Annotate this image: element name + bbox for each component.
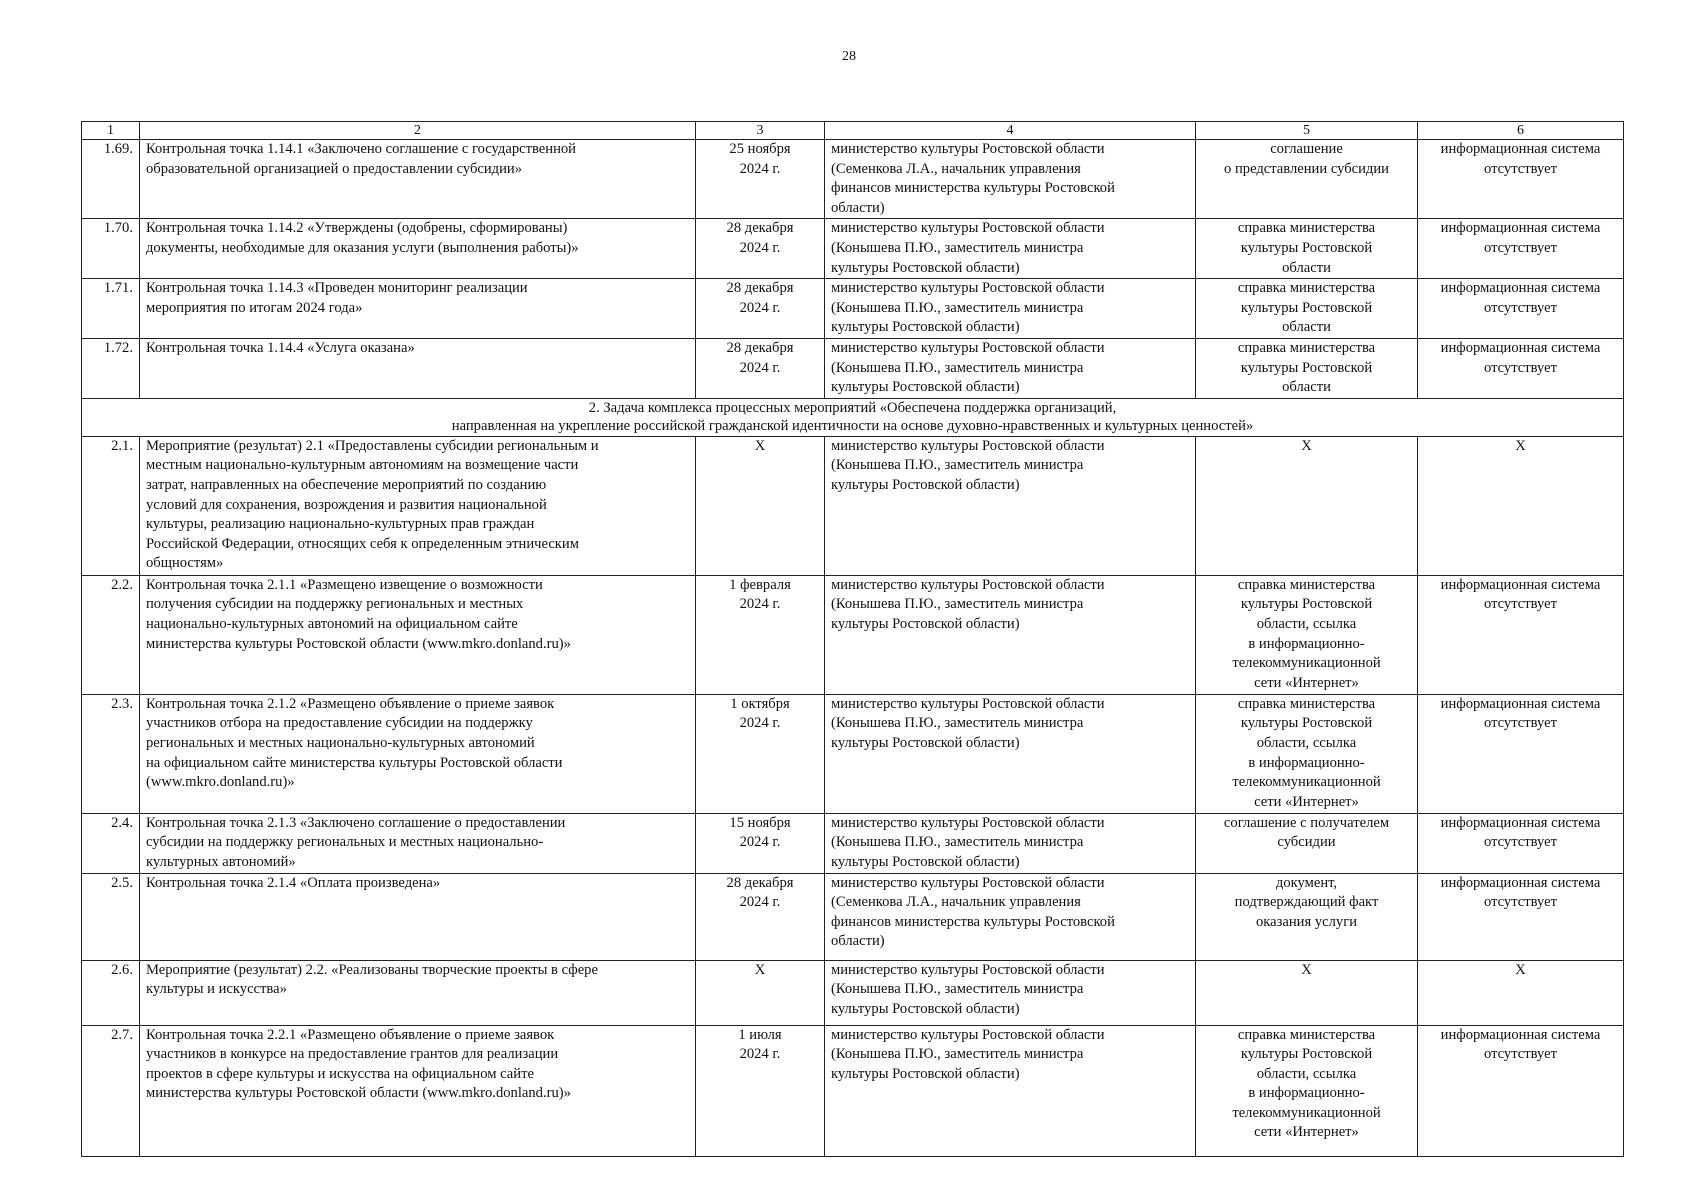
row-title: Контрольная точка 1.14.2 «Утверждены (одобрены, сформированы) документы, необходимые для оказания услуги (выполнения работы)»: [140, 219, 696, 279]
row-system: X: [1418, 960, 1624, 1025]
table-row: [82, 575, 1624, 694]
row-executor: министерство культуры Ростовской области (Семенкова Л.А., начальник управления финансов министерства культуры Ростовской области): [825, 140, 1196, 219]
row-title: Мероприятие (результат) 2.2. «Реализованы творческие проекты в сфере культуры и искусства»: [140, 960, 696, 1025]
section-row: [82, 398, 1624, 436]
row-system: информационная система отсутствует: [1418, 575, 1624, 694]
row-document: справка министерства культуры Ростовской области, ссылка в информационно- телекоммуникационной сети «Интернет»: [1196, 575, 1418, 694]
row-date: 28 декабря 2024 г.: [696, 279, 825, 339]
row-executor: министерство культуры Ростовской области (Конышева П.Ю., заместитель министра культуры Ростовской области): [825, 338, 1196, 398]
row-system: информационная система отсутствует: [1418, 338, 1624, 398]
row-title: Контрольная точка 2.1.4 «Оплата произведена»: [140, 873, 696, 960]
row-date: 25 ноября 2024 г.: [696, 140, 825, 219]
row-system: информационная система отсутствует: [1418, 279, 1624, 339]
row-system: информационная система отсутствует: [1418, 1025, 1624, 1156]
row-date: 28 декабря 2024 г.: [696, 873, 825, 960]
row-date: 28 декабря 2024 г.: [696, 219, 825, 279]
row-system: информационная система отсутствует: [1418, 219, 1624, 279]
row-document: X: [1196, 960, 1418, 1025]
plan-table: [81, 121, 1624, 1157]
row-system: информационная система отсутствует: [1418, 873, 1624, 960]
row-number: 1.69.: [82, 140, 140, 219]
table-row: [82, 279, 1624, 339]
row-date: 15 ноября 2024 г.: [696, 813, 825, 873]
row-number: 2.1.: [82, 436, 140, 575]
table-header-row: [82, 122, 1624, 140]
row-number: 2.3.: [82, 694, 140, 813]
row-number: 2.5.: [82, 873, 140, 960]
row-date: 1 июля 2024 г.: [696, 1025, 825, 1156]
row-system: информационная система отсутствует: [1418, 140, 1624, 219]
column-header: 4: [825, 122, 1196, 140]
row-executor: министерство культуры Ростовской области (Конышева П.Ю., заместитель министра культуры Ростовской области): [825, 1025, 1196, 1156]
table-row: [82, 1025, 1624, 1156]
row-document: X: [1196, 436, 1418, 575]
column-header: 1: [82, 122, 140, 140]
row-title: Мероприятие (результат) 2.1 «Предоставлены субсидии региональным и местным национально-культурным автономиям на возмещение части затрат, направленных на обеспечение мероприятий по созданию условий для сохранения, возрождения и развития национальной культуры, реализацию национально-культурных прав граждан Российской Федерации, относящих себя к определенным этническим общностям»: [140, 436, 696, 575]
row-title: Контрольная точка 1.14.4 «Услуга оказана»: [140, 338, 696, 398]
row-executor: министерство культуры Ростовской области (Конышева П.Ю., заместитель министра культуры Ростовской области): [825, 436, 1196, 575]
row-document: справка министерства культуры Ростовской области, ссылка в информационно- телекоммуникационной сети «Интернет»: [1196, 694, 1418, 813]
row-executor: министерство культуры Ростовской области (Семенкова Л.А., начальник управления финансов министерства культуры Ростовской области): [825, 873, 1196, 960]
row-document: справка министерства культуры Ростовской области: [1196, 338, 1418, 398]
row-executor: министерство культуры Ростовской области (Конышева П.Ю., заместитель министра культуры Ростовской области): [825, 694, 1196, 813]
table-body-before-section: [82, 140, 1624, 399]
table-row: [82, 219, 1624, 279]
row-system: информационная система отсутствует: [1418, 694, 1624, 813]
row-date: 28 декабря 2024 г.: [696, 338, 825, 398]
row-date: X: [696, 960, 825, 1025]
row-number: 2.4.: [82, 813, 140, 873]
table-row: [82, 338, 1624, 398]
row-number: 2.6.: [82, 960, 140, 1025]
row-title: Контрольная точка 1.14.1 «Заключено соглашение с государственной образовательной организацией о предоставлении субсидии»: [140, 140, 696, 219]
row-executor: министерство культуры Ростовской области (Конышева П.Ю., заместитель министра культуры Ростовской области): [825, 960, 1196, 1025]
row-title: Контрольная точка 2.1.2 «Размещено объявление о приеме заявок участников отбора на предоставление субсидии на поддержку региональных и местных национально-культурных автономий на официальном сайте министерства культуры Ростовской области (www.mkro.donland.ru)»: [140, 694, 696, 813]
row-executor: министерство культуры Ростовской области (Конышева П.Ю., заместитель министра культуры Ростовской области): [825, 279, 1196, 339]
table-section: [82, 398, 1624, 436]
row-title: Контрольная точка 2.1.3 «Заключено соглашение о предоставлении субсидии на поддержку региональных и местных национально- культурных автономий»: [140, 813, 696, 873]
page-number: 28: [842, 49, 856, 64]
table-row: [82, 436, 1624, 575]
row-date: 1 февраля 2024 г.: [696, 575, 825, 694]
row-document: документ, подтверждающий факт оказания услуги: [1196, 873, 1418, 960]
row-number: 2.7.: [82, 1025, 140, 1156]
row-executor: министерство культуры Ростовской области (Конышева П.Ю., заместитель министра культуры Ростовской области): [825, 219, 1196, 279]
row-document: справка министерства культуры Ростовской области: [1196, 219, 1418, 279]
row-document: соглашение о представлении субсидии: [1196, 140, 1418, 219]
row-date: 1 октября 2024 г.: [696, 694, 825, 813]
row-document: справка министерства культуры Ростовской области: [1196, 279, 1418, 339]
row-system: информационная система отсутствует: [1418, 813, 1624, 873]
row-number: 2.2.: [82, 575, 140, 694]
column-header: 2: [140, 122, 696, 140]
row-document: соглашение с получателем субсидии: [1196, 813, 1418, 873]
section-title: 2. Задача комплекса процессных мероприятий «Обеспечена поддержка организаций, направленная на укрепление российской гражданской идентичности на основе духовно-нравственных и культурных ценностей»: [82, 398, 1624, 436]
column-header: 6: [1418, 122, 1624, 140]
row-number: 1.71.: [82, 279, 140, 339]
column-header: 5: [1196, 122, 1418, 140]
column-header: 3: [696, 122, 825, 140]
table-row: [82, 873, 1624, 960]
table-row: [82, 813, 1624, 873]
row-title: Контрольная точка 1.14.3 «Проведен мониторинг реализации мероприятия по итогам 2024 года»: [140, 279, 696, 339]
table-row: [82, 140, 1624, 219]
row-title: Контрольная точка 2.1.1 «Размещено извещение о возможности получения субсидии на поддержку региональных и местных национально-культурных автономий на официальном сайте министерства культуры Ростовской области (www.mkro.donland.ru)»: [140, 575, 696, 694]
row-executor: министерство культуры Ростовской области (Конышева П.Ю., заместитель министра культуры Ростовской области): [825, 575, 1196, 694]
row-system: X: [1418, 436, 1624, 575]
row-date: X: [696, 436, 825, 575]
row-title: Контрольная точка 2.2.1 «Размещено объявление о приеме заявок участников в конкурсе на предоставление грантов для реализации проектов в сфере культуры и искусства на официальном сайте министерства культуры Ростовской области (www.mkro.donland.ru)»: [140, 1025, 696, 1156]
table-row: [82, 694, 1624, 813]
table-row: [82, 960, 1624, 1025]
row-executor: министерство культуры Ростовской области (Конышева П.Ю., заместитель министра культуры Ростовской области): [825, 813, 1196, 873]
row-document: справка министерства культуры Ростовской области, ссылка в информационно- телекоммуникационной сети «Интернет»: [1196, 1025, 1418, 1156]
table-body-after-section: [82, 436, 1624, 1156]
row-number: 1.72.: [82, 338, 140, 398]
row-number: 1.70.: [82, 219, 140, 279]
